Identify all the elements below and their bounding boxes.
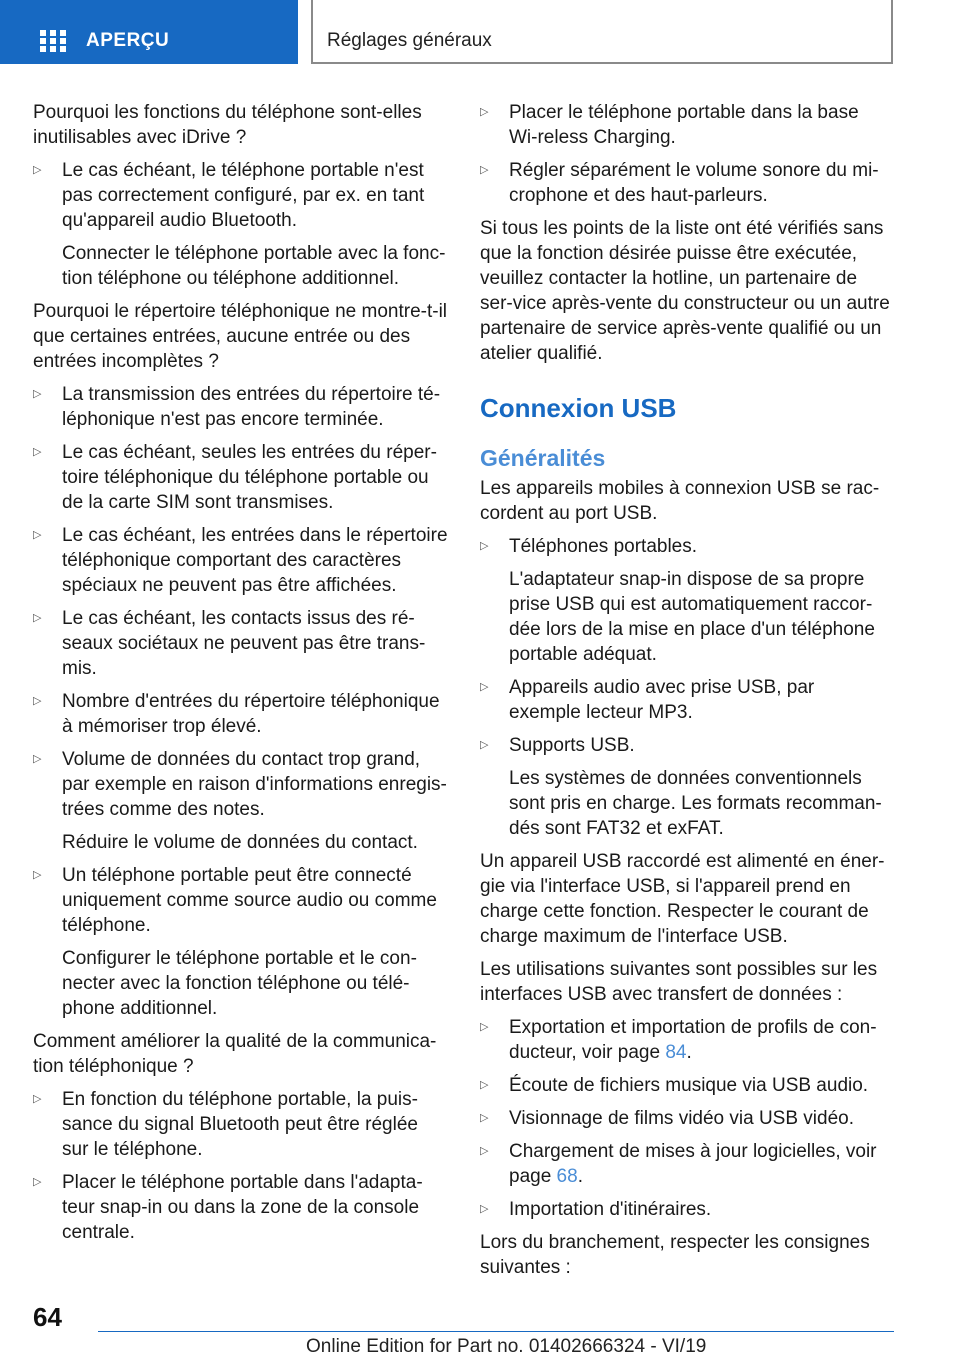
- list-item: ▷ Placer le téléphone portable dans la base Wi-reless Charging.: [480, 102, 859, 148]
- list-item: ▷ Appareils audio avec prise USB, par exemple lecteur MP3.: [480, 677, 815, 723]
- triangle-bullet-icon: ▷: [480, 1203, 489, 1215]
- list-item-detail: Configurer le téléphone portable et le con-necter avec la fonction téléphone ou télé-phone additionnel.: [62, 948, 417, 1019]
- list-item-detail: Réduire le volume de données du contact.: [62, 832, 418, 853]
- list-item: ▷ Écoute de fichiers musique via USB audio.: [480, 1075, 869, 1096]
- top-navigation: [0, 0, 960, 66]
- footer-divider: [98, 1331, 894, 1332]
- right-column: [480, 100, 890, 1288]
- triangle-bullet-icon: ▷: [33, 869, 42, 881]
- page-link-84[interactable]: 84: [665, 1042, 687, 1063]
- list-item: ▷ Nombre d'entrées du répertoire téléphonique à mémoriser trop élevé.: [33, 691, 440, 737]
- triangle-bullet-icon: ▷: [480, 739, 489, 751]
- list-item: ▷ Téléphones portables.: [480, 536, 698, 557]
- list-item-detail: L'adaptateur snap-in dispose de sa propre prise USB qui est automatiquement raccor-dée lors de la mise en place d'un téléphone portable adéquat.: [509, 569, 875, 665]
- list-item: ▷ Un téléphone portable peut être connecté uniquement comme source audio ou comme téléphone.: [33, 865, 437, 936]
- list-item: ▷ La transmission des entrées du répertoire té-léphonique n'est pas encore terminée.: [33, 384, 441, 430]
- triangle-bullet-icon: ▷: [33, 753, 42, 765]
- list-item: ▷ Régler séparément le volume sonore du mi-crophone et des haut-parleurs.: [480, 160, 879, 206]
- left-column: [33, 100, 449, 1253]
- list-item: ▷ En fonction du téléphone portable, la puis-sance du signal Bluetooth peut être réglée sur le téléphone.: [33, 1089, 418, 1160]
- list-item: ▷ Visionnage de films vidéo via USB vidéo.: [480, 1108, 855, 1129]
- closing-paragraph: Si tous les points de la liste ont été vérifiés sans que la fonction désirée puisse être exécutée, veuillez contacter la hotline, un partenaire de ser-vice après-vente du constructeur ou un autre partenaire de service après-vente qualifié ou un atelier qualifié.: [480, 218, 890, 364]
- question-call-quality: Comment améliorer la qualité de la communica-tion téléphonique ?: [33, 1031, 437, 1077]
- question-phonebook: Pourquoi le répertoire téléphonique ne montre-t-il que certaines entrées, aucune entrée ou des entrées incomplètes ?: [33, 301, 448, 372]
- usb-power-paragraph: Un appareil USB raccordé est alimenté en éner-gie via l'interface USB, si l'appareil prend en charge cette fonction. Respecter le courant de charge maximum de l'interface USB.: [480, 851, 885, 947]
- triangle-bullet-icon: ▷: [480, 164, 489, 176]
- question-phone-functions: Pourquoi les fonctions du téléphone sont-elles inutilisables avec iDrive ?: [33, 102, 422, 148]
- list-item: ▷ Le cas échéant, le téléphone portable n'est pas correctement configuré, par ex. en tant qu'appareil audio Bluetooth.: [33, 160, 425, 231]
- triangle-bullet-icon: ▷: [33, 164, 42, 176]
- triangle-bullet-icon: ▷: [480, 540, 489, 552]
- list-item: ▷ Exportation et importation de profils de con-ducteur, voir page 84.: [480, 1017, 877, 1063]
- list-item-detail: Connecter le téléphone portable avec la fonc-tion téléphone ou téléphone additionnel.: [62, 243, 446, 289]
- list-item: ▷ Le cas échéant, les entrées dans le répertoire téléphonique comportant des caractères spéciaux ne peuvent pas être affichées.: [33, 525, 448, 596]
- tab-overview-label: APERÇU: [86, 30, 170, 51]
- usb-uses-paragraph: Les utilisations suivantes sont possibles sur les interfaces USB avec transfert de données :: [480, 959, 878, 1005]
- section-heading: Connexion USB: [480, 393, 677, 423]
- list-item: ▷ Le cas échéant, seules les entrées du réper-toire téléphonique du téléphone portable ou de la carte SIM sont transmises.: [33, 442, 437, 513]
- list-item: ▷ Chargement de mises à jour logicielles, voir page 68.: [480, 1141, 877, 1187]
- grid-icon: [40, 30, 66, 52]
- list-item: ▷ Supports USB.: [480, 735, 635, 756]
- triangle-bullet-icon: ▷: [480, 1145, 489, 1157]
- page-number: 64: [33, 1302, 62, 1332]
- triangle-bullet-icon: ▷: [480, 1112, 489, 1124]
- triangle-bullet-icon: ▷: [480, 681, 489, 693]
- triangle-bullet-icon: ▷: [33, 695, 42, 707]
- triangle-bullet-icon: ▷: [480, 106, 489, 118]
- footer-edition: Online Edition for Part no. 01402666324 - VI/19: [306, 1336, 707, 1357]
- list-item: ▷ Le cas échéant, les contacts issus des ré-seaux sociétaux ne peuvent pas être trans-mis.: [33, 608, 426, 679]
- triangle-bullet-icon: ▷: [33, 446, 42, 458]
- usb-intro: Les appareils mobiles à connexion USB se rac-cordent au port USB.: [480, 478, 880, 524]
- triangle-bullet-icon: ▷: [480, 1079, 489, 1091]
- page-link-68[interactable]: 68: [556, 1166, 578, 1187]
- subsection-heading: Généralités: [480, 445, 606, 471]
- list-item: ▷ Importation d'itinéraires.: [480, 1199, 712, 1220]
- tab-section[interactable]: [311, 0, 893, 64]
- connection-note: Lors du branchement, respecter les consignes suivantes :: [480, 1232, 870, 1278]
- list-item: ▷ Volume de données du contact trop grand, par exemple en raison d'informations enregis-trées comme des notes.: [33, 749, 447, 820]
- list-item-detail: Les systèmes de données conventionnels sont pris en charge. Les formats recomman-dés sont FAT32 et exFAT.: [509, 768, 882, 839]
- list-item: ▷ Placer le téléphone portable dans l'adapta-teur snap-in ou dans la zone de la console centrale.: [33, 1172, 423, 1243]
- tab-section-label: Réglages généraux: [327, 30, 492, 51]
- triangle-bullet-icon: ▷: [33, 529, 42, 541]
- triangle-bullet-icon: ▷: [33, 1093, 42, 1105]
- triangle-bullet-icon: ▷: [33, 612, 42, 624]
- triangle-bullet-icon: ▷: [33, 388, 42, 400]
- triangle-bullet-icon: ▷: [33, 1176, 42, 1188]
- tab-overview[interactable]: [0, 0, 298, 64]
- triangle-bullet-icon: ▷: [480, 1021, 489, 1033]
